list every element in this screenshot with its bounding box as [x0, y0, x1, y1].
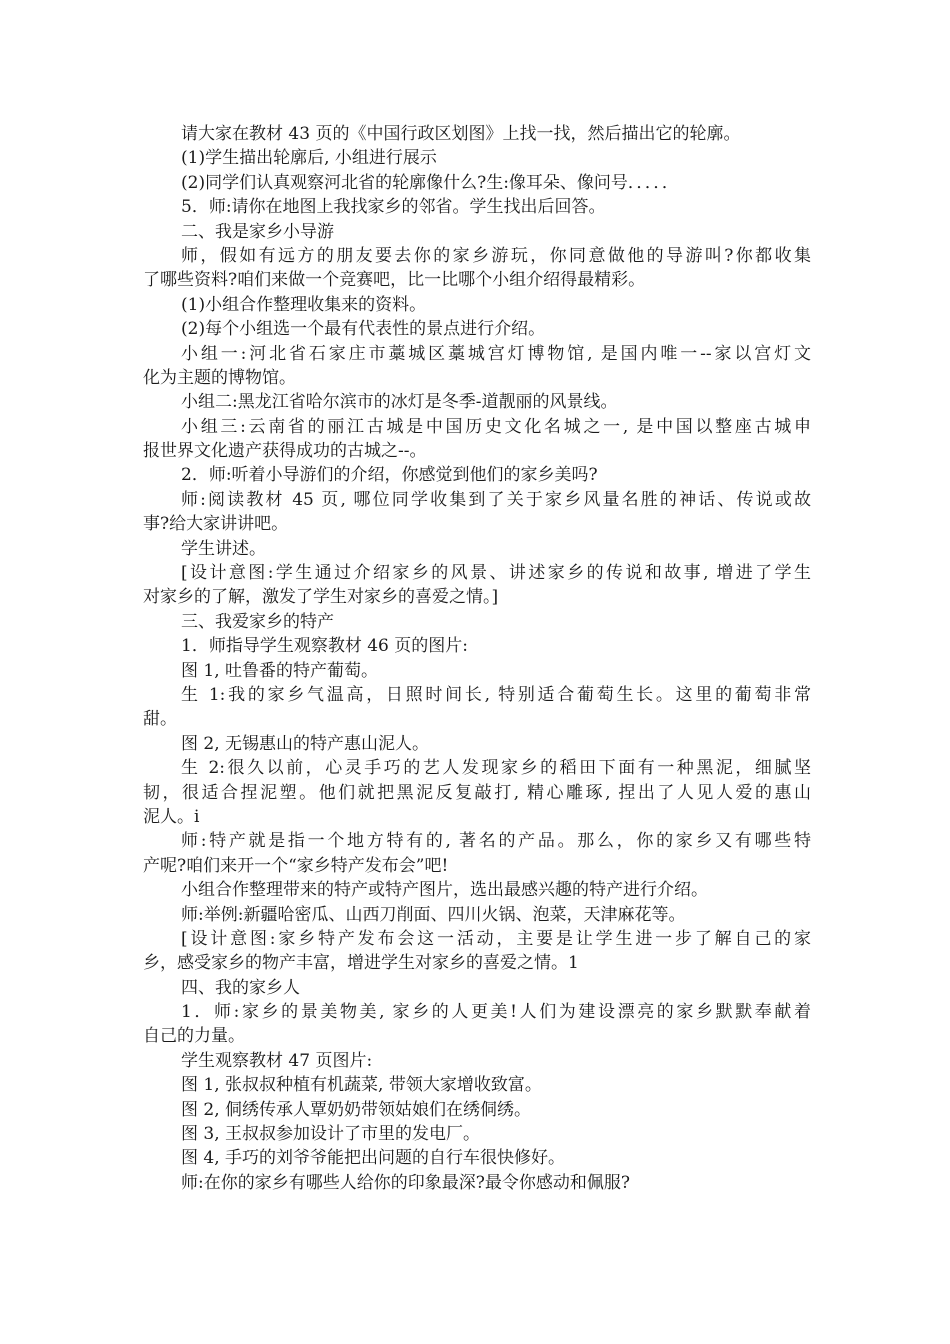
text-line: 师:特产就是指一个地方特有的, 著名的产品。那么，你的家乡又有哪些特	[181, 831, 811, 852]
text-line: 甜。	[143, 709, 177, 730]
text-line: 三、我爱家乡的特产	[181, 611, 334, 632]
text-line: 小组二:黑龙江省哈尔滨市的冰灯是冬季-道靓丽的风景线。	[181, 392, 618, 413]
text-line: (2)同学们认真观察河北省的轮廓像什么?生:像耳朵、像问号．．．．．	[181, 172, 679, 193]
text-line: (1)小组合作整理收集来的资料。	[181, 294, 427, 315]
text-line: 图 1, 张叔叔种植有机蔬菜, 带领大家增收致富。	[181, 1075, 542, 1096]
text-line: (1)学生描出轮廓后, 小组进行展示	[181, 148, 437, 169]
text-line: 四、我的家乡人	[181, 977, 300, 998]
document-body	[143, 122, 811, 1195]
text-line: 图 1, 吐鲁番的特产葡萄。	[181, 660, 379, 681]
text-line: 小组一:河北省石家庄市藁城区藁城宫灯博物馆, 是国内唯一--家以宫灯文	[181, 343, 811, 364]
text-line: [设计意图:学生通过介绍家乡的风景、讲述家乡的传说和故事, 增进了学生	[181, 563, 811, 584]
text-line: 2．师:听着小导游们的介绍，你感觉到他们的家乡美吗?	[181, 465, 598, 486]
text-line: 师，假如有远方的朋友要去你的家乡游玩，你同意做他的导游叫?你都收集	[181, 245, 811, 266]
text-line: 事?给大家讲讲吧。	[143, 514, 289, 535]
text-line: 师:在你的家乡有哪些人给你的印象最深?最令你感动和佩服?	[181, 1172, 630, 1193]
text-line: 了哪些资料?咱们来做一个竞赛吧，比一比哪个小组介绍得最精彩。	[143, 270, 646, 291]
text-line: 韧，很适合捏泥塑。他们就把黑泥反复敲打, 精心雕琢, 捏出了人见人爱的惠山	[143, 782, 811, 803]
text-line: 产呢?咱们来开一个“家乡特产发布会”吧!	[143, 855, 449, 876]
text-line: 图 2, 无锡惠山的特产惠山泥人。	[181, 733, 430, 754]
text-line: 1．师指导学生观察教材 46 页的图片:	[181, 636, 468, 657]
text-line: 小组三:云南省的丽江古城是中国历史文化名城之一, 是中国以整座古城申	[181, 416, 811, 437]
text-line: 报世界文化遗产获得成功的古城之--。	[143, 441, 427, 462]
text-line: 师:举例:新疆哈密瓜、山西刀削面、四川火锅、泡菜，天津麻花等。	[181, 904, 686, 925]
text-line: 图 3, 王叔叔参加设计了市里的发电厂。	[181, 1124, 481, 1145]
text-line: [设计意图:家乡特产发布会这一活动，主要是让学生进一步了解自己的家	[181, 928, 811, 949]
text-line: 1．师:家乡的景美物美, 家乡的人更美!人们为建设漂亮的家乡默默奉献着	[181, 1002, 811, 1023]
text-line: 学生讲述。	[181, 538, 266, 559]
text-line: 二、我是家乡小导游	[181, 221, 334, 242]
text-line: 学生观察教材 47 页图片:	[181, 1050, 373, 1071]
text-line: 师:阅读教材 45 页, 哪位同学收集到了关于家乡风量名胜的神话、传说或故	[181, 489, 811, 510]
text-line: 图 4, 手巧的刘爷爷能把出问题的自行车很快修好。	[181, 1148, 566, 1169]
text-line: 小组合作整理带来的特产或特产图片，选出最感兴趣的特产进行介绍。	[181, 880, 708, 901]
text-line: (2)每个小组选一个最有代表性的景点进行介绍。	[181, 319, 546, 340]
text-line: 对家乡的了解，激发了学生对家乡的喜爱之情。]	[143, 587, 499, 608]
text-line: 乡，感受家乡的物产丰富，增进学生对家乡的喜爱之情。1	[143, 953, 579, 974]
text-line: 请大家在教材 43 页的《中国行政区划图》上找一找，然后描出它的轮廓。	[181, 124, 741, 144]
text-line: 泥人。i	[143, 806, 200, 827]
text-line: 图 2, 侗绣传承人覃奶奶带领姑娘们在绣侗绣。	[181, 1099, 532, 1120]
text-line: 化为主题的博物馆。	[143, 367, 296, 388]
text-line: 生 2:很久以前，心灵手巧的艺人发现家乡的稻田下面有一种黑泥，细腻坚	[181, 758, 811, 779]
text-line: 自己的力量。	[143, 1026, 245, 1047]
text-line: 生 1:我的家乡气温高，日照时间长, 特别适合葡萄生长。这里的葡萄非常	[181, 684, 811, 705]
text-line: 5．师:请你在地图上我找家乡的邻省。学生找出后回答。	[181, 197, 606, 218]
